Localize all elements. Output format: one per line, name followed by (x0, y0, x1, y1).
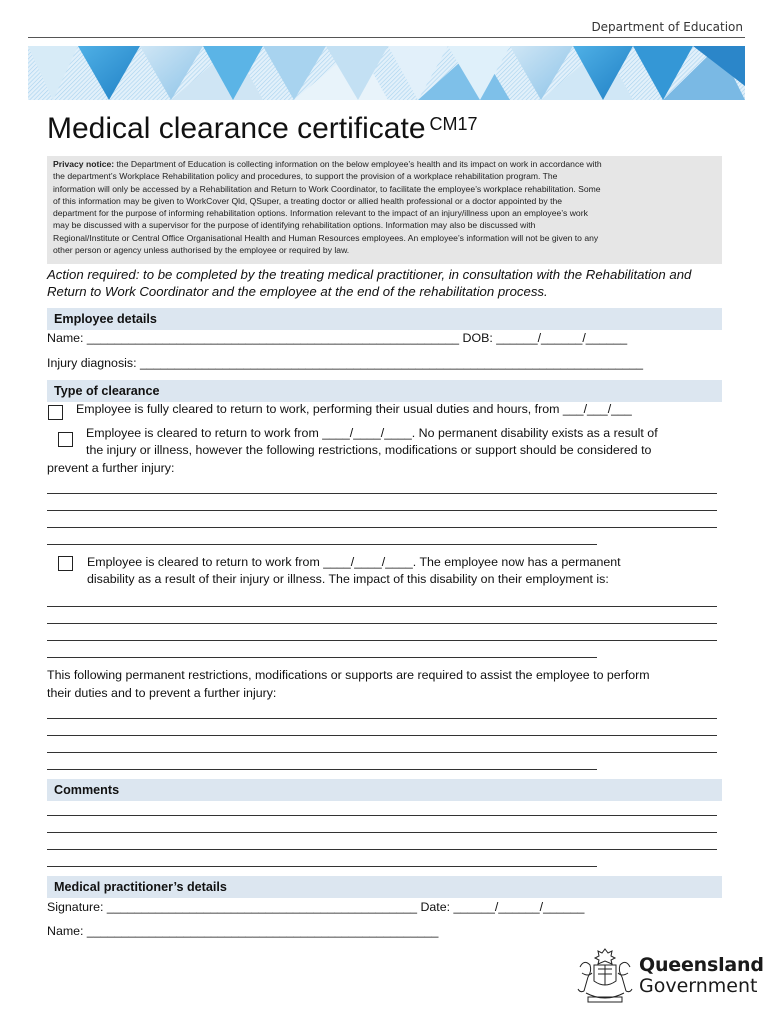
section-practitioner-details: Medical practitioner’s details (47, 876, 722, 898)
cleared-restrictions-line-3: prevent a further injury: (47, 461, 175, 475)
privacy-line-2: the department’s Workplace Rehabilitation policy and procedures, to support the provision of a workplace rehabilitation program. The (53, 171, 558, 182)
title-text: Medical clearance certificate (47, 112, 426, 145)
queensland-government-wordmark (639, 955, 764, 997)
action-line-2: Return to Work Coordinator and the employee at the end of the rehabilitation process. (47, 284, 548, 299)
impact-line-1[interactable] (47, 606, 717, 607)
privacy-line-1: Privacy notice: the Department of Education is collecting information on the below employee’s health and its impact on work in accordance with (53, 159, 602, 169)
form-code: CM17 (429, 114, 478, 134)
privacy-line-7: Regional/Institute or Central Office Organisational Health and Human Resources employees. An employee’s information will not be given to any (53, 232, 599, 243)
permanent-disability-line-2: disability as a result of their injury or illness. The impact of this disability on their employment is: (87, 572, 609, 586)
action-line-1: Action required: to be completed by the treating medical practitioner, in consultation with the Rehabilitation and (47, 267, 692, 282)
impact-line-3[interactable] (47, 640, 717, 641)
comments-line-3[interactable] (47, 849, 717, 850)
signature-date-field[interactable]: Signature: _____________________________________________ Date: ______/______/______ (47, 900, 585, 914)
comments-line-2[interactable] (47, 832, 717, 833)
restrictions-line-3[interactable] (47, 527, 717, 528)
permanent-disability-checkbox[interactable] (58, 556, 73, 571)
injury-diagnosis-field[interactable]: Injury diagnosis: _________________________________________________________________________ (47, 356, 644, 370)
privacy-line-6: may be discussed with a supervisor for the purpose of identifying rehabilitation options. Information may also be discussed with (53, 220, 536, 231)
cleared-with-restrictions-checkbox[interactable] (58, 432, 73, 447)
section-comments: Comments (47, 779, 722, 801)
restrictions-line-2[interactable] (47, 510, 717, 511)
fully-cleared-checkbox[interactable] (48, 405, 63, 420)
comments-line-4[interactable] (47, 866, 597, 867)
cleared-restrictions-line-2: the injury or illness, however the following restrictions, modifications or support should be considered to (86, 443, 652, 457)
logo-line-2: Government (639, 975, 758, 997)
permanent-disability-line-1: Employee is cleared to return to work from ____/____/____. The employee now has a permanent (87, 555, 621, 569)
privacy-line-3: information will only be accessed by a Rehabilitation and Return to Work Coordinator, to facilitate the employee’s workplace rehabilitation. Some (53, 183, 601, 194)
logo-line-1: Queensland (639, 954, 764, 976)
header-rule (28, 37, 745, 38)
permanent-line-4[interactable] (47, 769, 597, 770)
permanent-line-3[interactable] (47, 752, 717, 753)
restrictions-line-1[interactable] (47, 493, 717, 494)
privacy-notice (47, 156, 722, 264)
permanent-line-2[interactable] (47, 735, 717, 736)
comments-line-1[interactable] (47, 815, 717, 816)
page-title (47, 112, 478, 146)
fully-cleared-label: Employee is fully cleared to return to work, performing their usual duties and hours, from ___/___/___ (76, 402, 632, 416)
name-dob-field[interactable]: Name: ______________________________________________________ DOB: ______/______/______ (47, 331, 628, 345)
privacy-line-5: department for the purpose of informing rehabilitation options. Information relevant to the impact of an injury/illness upon an employee’s work (53, 208, 588, 219)
privacy-label: Privacy notice: (53, 159, 115, 169)
coat-of-arms-icon (574, 945, 636, 1005)
section-type-of-clearance: Type of clearance (47, 380, 722, 402)
impact-line-4[interactable] (47, 657, 597, 658)
privacy-line-4: of this information may be given to WorkCover Qld, QSuper, a treating doctor or allied health professional or a doctor appointed by the (53, 195, 563, 206)
department-name: Department of Education (591, 20, 743, 34)
impact-line-2[interactable] (47, 623, 717, 624)
action-required (47, 266, 727, 300)
permanent-line-1[interactable] (47, 718, 717, 719)
cleared-restrictions-line-1: Employee is cleared to return to work from ____/____/____. No permanent disability exists as a result of (86, 426, 658, 440)
header-banner (28, 46, 745, 100)
privacy-line-8: other person or agency unless authorised by the employee or required by law. (53, 245, 350, 256)
section-employee-details: Employee details (47, 308, 722, 330)
restrictions-line-4[interactable] (47, 544, 597, 545)
permanent-restrictions-text: This following permanent restrictions, modifications or supports are required to assist the employee to perform their duties and to prevent a further injury: (47, 668, 650, 700)
practitioner-name-field[interactable]: Name: ___________________________________________________ (47, 924, 439, 938)
